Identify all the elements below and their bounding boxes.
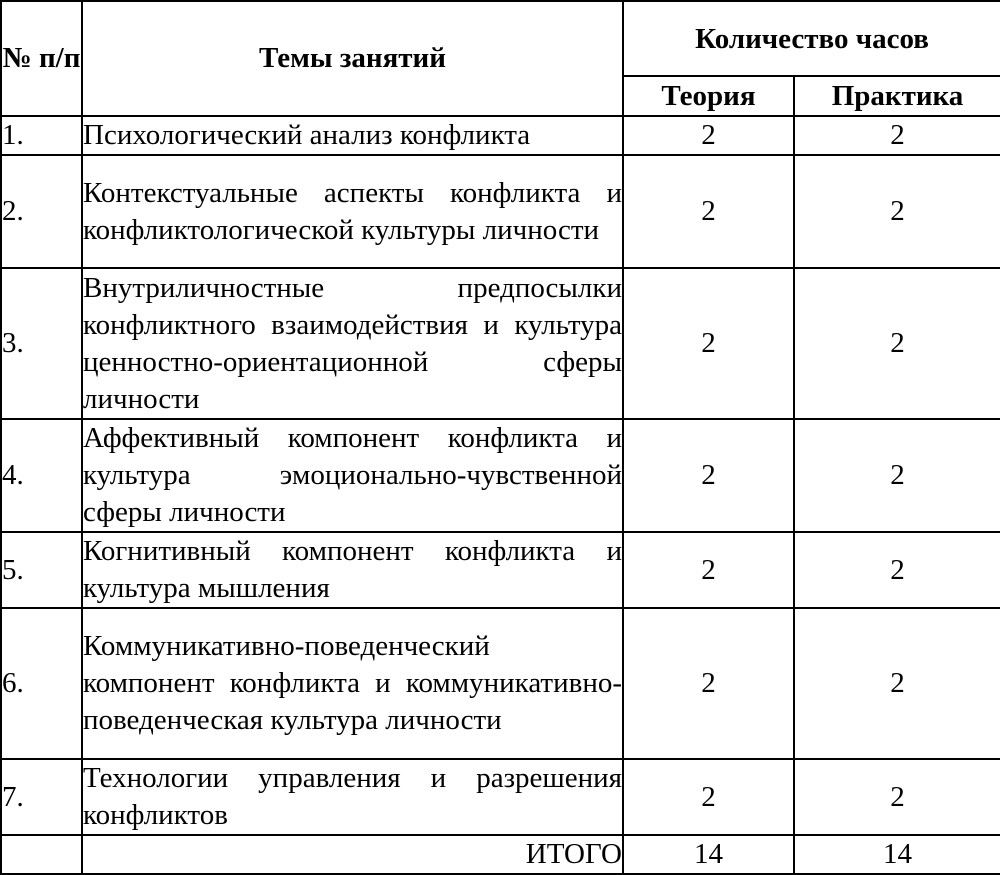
row-practice-hours: 2 <box>794 116 1000 155</box>
row-topic: Технологии управления и разрешения конфликтов <box>82 759 623 835</box>
table-row <box>1 419 1000 532</box>
table-row <box>1 759 1000 835</box>
row-topic: Аффективный компонент конфликта и культура эмоционально-чувственной сферы личности <box>82 419 623 532</box>
row-number: 6. <box>1 608 82 759</box>
header-theory: Теория <box>623 76 794 116</box>
total-theory-hours: 14 <box>623 835 794 874</box>
row-theory-hours: 2 <box>623 759 794 835</box>
row-number: 3. <box>1 268 82 419</box>
table-row <box>1 268 1000 419</box>
row-practice-hours: 2 <box>794 419 1000 532</box>
row-topic: Коммуникативно-поведенческий компонент конфликта и коммуникативно-поведенческая культура личности <box>82 608 623 759</box>
row-number: 1. <box>1 116 82 155</box>
row-practice-hours: 2 <box>794 532 1000 608</box>
header-row-top <box>1 1 1000 76</box>
row-topic: Когнитивный компонент конфликта и культура мышления <box>82 532 623 608</box>
total-row-number <box>1 835 82 874</box>
row-theory-hours: 2 <box>623 608 794 759</box>
table-row <box>1 155 1000 268</box>
row-practice-hours: 2 <box>794 268 1000 419</box>
row-practice-hours: 2 <box>794 608 1000 759</box>
header-hours: Количество часов <box>623 1 1000 76</box>
row-topic: Контекстуальные аспекты конфликта и конфликтологической культуры личности <box>82 155 623 268</box>
row-practice-hours: 2 <box>794 759 1000 835</box>
table-row <box>1 532 1000 608</box>
row-topic: Психологический анализ конфликта <box>82 116 623 155</box>
row-number: 7. <box>1 759 82 835</box>
header-topics: Темы занятий <box>82 1 623 116</box>
header-practice: Практика <box>794 76 1000 116</box>
row-topic: Внутриличностные предпосылки конфликтного взаимодействия и культура ценностно-ориентационной сферы личности <box>82 268 623 419</box>
header-number: № п/п <box>1 1 82 116</box>
row-theory-hours: 2 <box>623 532 794 608</box>
row-number: 4. <box>1 419 82 532</box>
total-row <box>1 835 1000 874</box>
row-theory-hours: 2 <box>623 419 794 532</box>
table-row <box>1 608 1000 759</box>
row-theory-hours: 2 <box>623 155 794 268</box>
row-number: 2. <box>1 155 82 268</box>
table-row <box>1 116 1000 155</box>
row-practice-hours: 2 <box>794 155 1000 268</box>
row-number: 5. <box>1 532 82 608</box>
row-theory-hours: 2 <box>623 268 794 419</box>
total-label: ИТОГО <box>82 835 623 874</box>
total-practice-hours: 14 <box>794 835 1000 874</box>
row-theory-hours: 2 <box>623 116 794 155</box>
